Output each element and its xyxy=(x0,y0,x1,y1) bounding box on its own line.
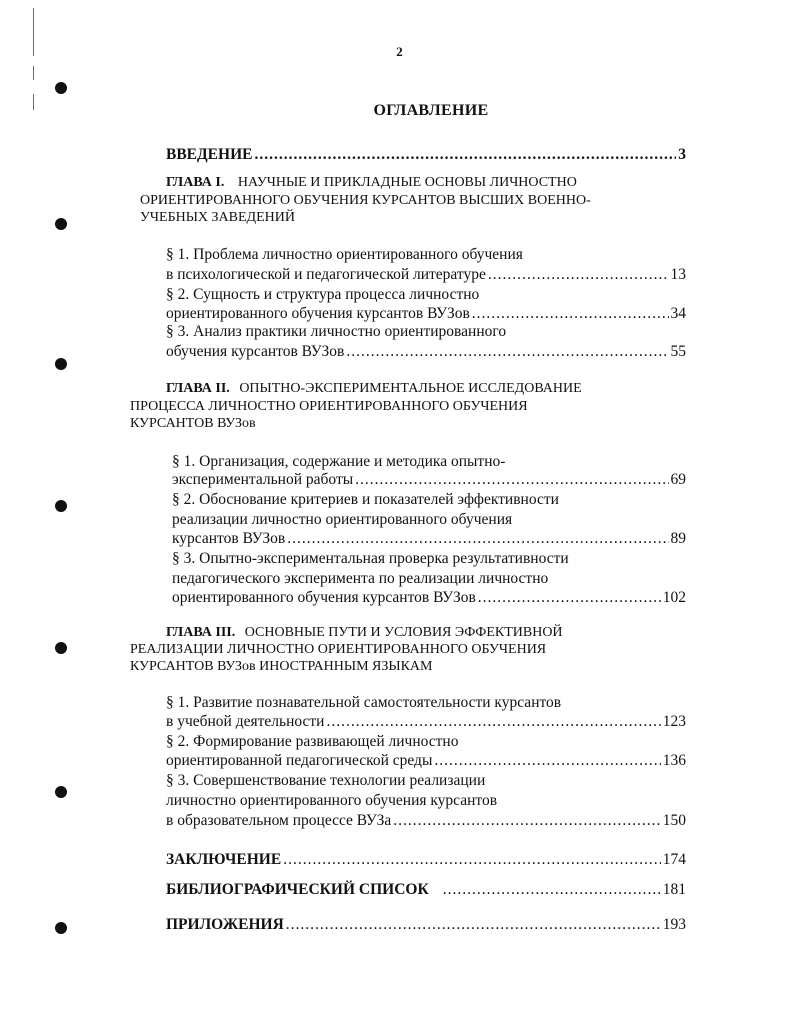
punch-hole-icon xyxy=(55,82,67,94)
section-line: реализации личностно ориентированного обучения xyxy=(172,511,513,528)
toc-page-number: 34 xyxy=(670,305,686,322)
section-line: педагогического эксперимента по реализации личностно xyxy=(172,570,549,587)
toc-page-number: 150 xyxy=(662,812,686,829)
toc-entry-section[interactable] xyxy=(166,811,686,831)
toc-label: экспериментальной работы xyxy=(172,471,354,488)
chapter-title-line: РЕАЛИЗАЦИИ ЛИЧНОСТНО ОРИЕНТИРОВАННОГО ОБУЧЕНИЯ xyxy=(130,642,547,657)
punch-hole-icon xyxy=(55,642,67,654)
section-line: § 1. Развитие познавательной самостоятельности курсантов xyxy=(166,694,562,711)
leader-dots xyxy=(326,712,660,732)
section-line: § 3. Анализ практики личностно ориентированного xyxy=(166,323,507,340)
toc-entry-section[interactable] xyxy=(166,342,686,362)
page-title: ОГЛАВЛЕНИЕ xyxy=(373,102,489,119)
toc-label: ориентированной педагогической среды xyxy=(166,752,433,769)
chapter-title-line: УЧЕБНЫХ ЗАВЕДЕНИЙ xyxy=(140,210,295,225)
chapter-title-line: КУРСАНТОВ ВУЗов xyxy=(130,416,256,431)
leader-dots xyxy=(254,145,676,165)
toc-page-number: 181 xyxy=(662,881,686,898)
toc-entry-section[interactable] xyxy=(166,712,686,732)
leader-dots xyxy=(488,265,669,285)
toc-label: ориентированного обучения курсантов ВУЗов xyxy=(172,589,476,606)
leader-dots xyxy=(287,529,668,549)
section-line: § 2. Обоснование критериев и показателей эффективности xyxy=(172,491,559,508)
chapter-heading[interactable] xyxy=(166,380,582,398)
punch-hole-icon xyxy=(55,358,67,370)
chapter-heading[interactable] xyxy=(166,174,577,192)
toc-entry-conclusion[interactable] xyxy=(166,850,686,870)
toc-entry-section[interactable] xyxy=(166,265,686,285)
section-line: § 3. Опытно-экспериментальная проверка результативности xyxy=(172,550,569,567)
section-line: § 1. Проблема личностно ориентированного обучения xyxy=(166,246,523,263)
chapter-title-line: ОРИЕНТИРОВАННОГО ОБУЧЕНИЯ КУРСАНТОВ ВЫСШИХ ВОЕННО- xyxy=(140,193,591,208)
toc-entry-section[interactable] xyxy=(166,304,686,324)
leader-dots xyxy=(443,880,661,900)
chapter-heading[interactable] xyxy=(166,624,563,642)
chapter-title-line: ОПЫТНО-ЭКСПЕРИМЕНТАЛЬНОЕ ИССЛЕДОВАНИЕ xyxy=(239,381,582,396)
punch-hole-icon xyxy=(55,922,67,934)
toc-entry-appendices[interactable] xyxy=(166,915,686,935)
toc-page-number: 55 xyxy=(670,343,686,360)
punch-hole-icon xyxy=(55,218,67,230)
toc-label: ЗАКЛЮЧЕНИЕ xyxy=(166,851,282,868)
toc-label: в образовательном процессе ВУЗа xyxy=(166,812,392,829)
toc-label: БИБЛИОГРАФИЧЕСКИЙ СПИСОК xyxy=(166,881,429,898)
leader-dots xyxy=(283,850,661,870)
leader-dots xyxy=(434,751,660,771)
page-number: 2 xyxy=(396,44,403,59)
toc-label: ориентированного обучения курсантов ВУЗов xyxy=(166,305,470,322)
chapter-label: ГЛАВА III. xyxy=(166,625,236,640)
leader-dots xyxy=(472,304,669,324)
section-line: § 1. Организация, содержание и методика опытно- xyxy=(172,453,506,470)
toc-entry-section[interactable] xyxy=(172,529,686,549)
toc-label: ПРИЛОЖЕНИЯ xyxy=(166,916,284,933)
toc-entry-section[interactable] xyxy=(166,751,686,771)
toc-entry-introduction[interactable] xyxy=(166,145,686,165)
toc-page-number: 174 xyxy=(662,851,686,868)
section-line: § 2. Формирование развивающей личностно xyxy=(166,733,459,750)
toc-entry-section[interactable] xyxy=(172,470,686,490)
section-line: § 3. Совершенствование технологии реализации xyxy=(166,772,486,789)
chapter-title-line: ОСНОВНЫЕ ПУТИ И УСЛОВИЯ ЭФФЕКТИВНОЙ xyxy=(244,625,563,640)
margin-line xyxy=(33,66,34,80)
toc-label: в учебной деятельности xyxy=(166,713,325,730)
toc-page-number: 69 xyxy=(670,471,686,488)
leader-dots xyxy=(286,915,661,935)
toc-label: в психологической и педагогической литературе xyxy=(166,266,486,283)
chapter-label: ГЛАВА I. xyxy=(166,175,225,190)
toc-page-number: 89 xyxy=(670,530,686,547)
toc-page-number: 102 xyxy=(662,589,686,606)
punch-hole-icon xyxy=(55,500,67,512)
toc-label: обучения курсантов ВУЗов xyxy=(166,343,345,360)
toc-page-number: 13 xyxy=(670,266,686,283)
toc-page-number: 3 xyxy=(678,146,686,163)
chapter-title-line: ПРОЦЕССА ЛИЧНОСТНО ОРИЕНТИРОВАННОГО ОБУЧЕНИЯ xyxy=(130,399,528,414)
leader-dots xyxy=(393,811,660,831)
toc-label: ВВЕДЕНИЕ xyxy=(166,146,253,163)
chapter-title-line: НАУЧНЫЕ И ПРИКЛАДНЫЕ ОСНОВЫ ЛИЧНОСТНО xyxy=(237,175,577,190)
section-line: личностно ориентированного обучения курсантов xyxy=(166,792,498,809)
toc-page-number: 193 xyxy=(662,916,686,933)
toc-entry-section[interactable] xyxy=(172,588,686,608)
toc-page-number: 136 xyxy=(662,752,686,769)
toc-page-number: 123 xyxy=(662,713,686,730)
punch-hole-icon xyxy=(55,786,67,798)
leader-dots xyxy=(346,342,668,362)
leader-dots xyxy=(355,470,668,490)
toc-entry-bibliography[interactable] xyxy=(166,880,686,900)
chapter-title-line: КУРСАНТОВ ВУЗов ИНОСТРАННЫМ ЯЗЫКАМ xyxy=(130,659,433,674)
toc-label: курсантов ВУЗов xyxy=(172,530,286,547)
chapter-label: ГЛАВА II. xyxy=(166,381,230,396)
leader-dots xyxy=(478,588,661,608)
section-line: § 2. Сущность и структура процесса личностно xyxy=(166,286,480,303)
